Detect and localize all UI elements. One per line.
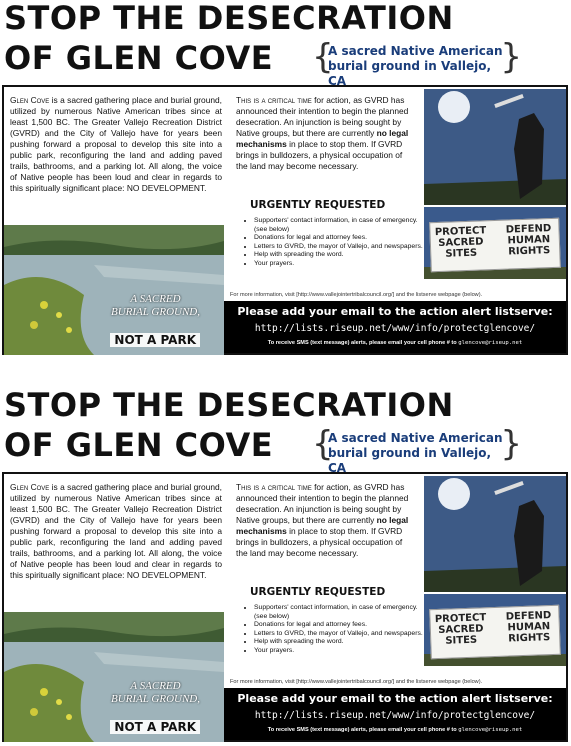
more-info: For more information, visit [http://www.vallejointertribalcouncil.org/] and the listserve webpage (below). — [230, 679, 483, 685]
critical-lead: This is a critical time — [236, 95, 312, 105]
lake-caption — [111, 293, 200, 319]
headline-line2: OF GLEN COVE — [4, 39, 274, 77]
critical-lead: This is a critical time — [236, 482, 312, 492]
critical-body2: in place to stop them. If GVRD brings in bulldozers, a physical occupation of the land may become necessary. — [236, 526, 403, 558]
headline-line2: OF GLEN COVE — [4, 426, 274, 464]
sms-line — [224, 340, 566, 346]
listserve-url: http://lists.riseup.net/www/info/protectglencove/ — [254, 323, 536, 334]
right-brace-icon: } — [500, 424, 522, 464]
listserve-url: http://lists.riseup.net/www/info/protectglencove/ — [254, 710, 536, 721]
listserve-box — [224, 301, 566, 353]
critical-body1: for action, as GVRD has announced their intention to begin the planned desecration. An injunction is being sought by Native groups, but there are currently — [236, 95, 409, 138]
list-item: • Letters to GVRD, the mayor of Vallejo, and newspapers. — [254, 243, 432, 252]
protest-banner — [429, 218, 561, 273]
left-brace-icon: { — [312, 37, 334, 77]
critical-bold: no legal mechanisms — [236, 515, 409, 536]
subtitle: A sacred Native American burial ground in Vallejo, CA — [328, 44, 503, 88]
subtitle-box — [312, 424, 522, 475]
protest-banner — [429, 605, 561, 660]
more-info: For more information, visit [http://www.vallejointertribalcouncil.org/] and the listserve webpage (below). — [230, 292, 483, 298]
urgent-list — [242, 604, 432, 656]
right-brace-icon: } — [500, 37, 522, 77]
list-item: • Your prayers. — [254, 647, 432, 656]
critical-paragraph — [236, 482, 416, 559]
content-panel — [2, 472, 568, 742]
list-item: • Your prayers. — [254, 260, 432, 269]
banner-left-text: PROTECT SACRED SITES — [434, 612, 487, 647]
intro-body: is a sacred gathering place and burial ground, utilized by numerous Native American tribes since at least 1,500 BC. The Greater Vallejo Recreation District (GVRD) and the City of Vallejo have for years been pushing forward a proposal to develop this site into a public park, reconfiguring the land and adding paved trails, bathrooms, and a parking lot. All along, the voice of Native people has been loud and clear in regards to this spiritually significant place: NO DEVELOPMENT. — [10, 95, 223, 193]
lake-photo — [4, 225, 224, 355]
caption-line1: A SACRED — [130, 680, 181, 692]
subtitle: A sacred Native American burial ground in Vallejo, CA — [328, 431, 503, 475]
critical-paragraph — [236, 95, 416, 172]
urgent-list — [242, 217, 432, 269]
list-item: • Letters to GVRD, the mayor of Vallejo, and newspapers. — [254, 630, 432, 639]
listserve-box — [224, 688, 566, 740]
flyer-bottom — [0, 373, 571, 746]
left-brace-icon: { — [312, 424, 334, 464]
subtitle-box — [312, 37, 522, 88]
email-call: Please add your email to the action alert listserve: — [237, 692, 553, 705]
intro-paragraph — [10, 482, 222, 581]
list-item: • Supporters' contact information, in case of emergency. (see below) — [254, 217, 432, 234]
critical-bold: no legal mechanisms — [236, 128, 409, 149]
caption-line2: BURIAL GROUND, — [110, 306, 200, 318]
intro-lead: Glen Cove — [10, 482, 50, 492]
lake-caption — [111, 680, 200, 706]
sms-text: To receive SMS (text message) alerts, please email your cell phone # to — [267, 727, 459, 733]
sms-line — [224, 727, 566, 733]
sms-email: glencove@riseup.net — [458, 340, 523, 346]
list-item: • Supporters' contact information, in case of emergency. (see below) — [254, 604, 432, 621]
content-panel — [2, 85, 568, 355]
email-call: Please add your email to the action alert listserve: — [237, 305, 553, 318]
list-item: • Help with spreading the word. — [254, 638, 432, 647]
sms-text: To receive SMS (text message) alerts, please email your cell phone # to — [267, 340, 459, 346]
urgent-heading: URGENTLY REQUESTED — [250, 199, 386, 211]
intro-body: is a sacred gathering place and burial ground, utilized by numerous Native American tribes since at least 1,500 BC. The Greater Vallejo Recreation District (GVRD) and the City of Vallejo have for years been pushing forward a proposal to develop this site into a public park, reconfiguring the land and adding paved trails, bathrooms, and a parking lot. All along, the voice of Native people has been loud and clear in regards to this spiritually significant place: NO DEVELOPMENT. — [10, 482, 223, 580]
protester-image — [424, 476, 566, 592]
headline-line1: STOP THE DESECRATION — [4, 0, 454, 37]
not-a-park-label: NOT A PARK — [110, 333, 200, 347]
list-item: • Help with spreading the word. — [254, 251, 432, 260]
protester-photo — [424, 476, 566, 592]
list-item: • Donations for legal and attorney fees. — [254, 234, 432, 243]
urgent-heading: URGENTLY REQUESTED — [250, 586, 386, 598]
critical-body2: in place to stop them. If GVRD brings in bulldozers, a physical occupation of the land may become necessary. — [236, 139, 403, 171]
banner-right-text: DEFEND HUMAN RIGHTS — [505, 610, 552, 645]
banner-right-text: DEFEND HUMAN RIGHTS — [505, 223, 552, 258]
intro-lead: Glen Cove — [10, 95, 50, 105]
critical-body1: for action, as GVRD has announced their intention to begin the planned desecration. An injunction is being sought by Native groups, but there are currently — [236, 482, 409, 525]
list-item: • Donations for legal and attorney fees. — [254, 621, 432, 630]
not-a-park-label: NOT A PARK — [110, 720, 200, 734]
caption-line1: A SACRED — [130, 293, 181, 305]
headline-line1: STOP THE DESECRATION — [4, 386, 454, 424]
sms-email: glencove@riseup.net — [458, 727, 523, 733]
caption-line2: BURIAL GROUND, — [110, 693, 200, 705]
banner-left-text: PROTECT SACRED SITES — [434, 225, 487, 260]
lake-photo — [4, 612, 224, 742]
intro-paragraph — [10, 95, 222, 194]
protester-photo — [424, 89, 566, 205]
protester-image — [424, 89, 566, 205]
